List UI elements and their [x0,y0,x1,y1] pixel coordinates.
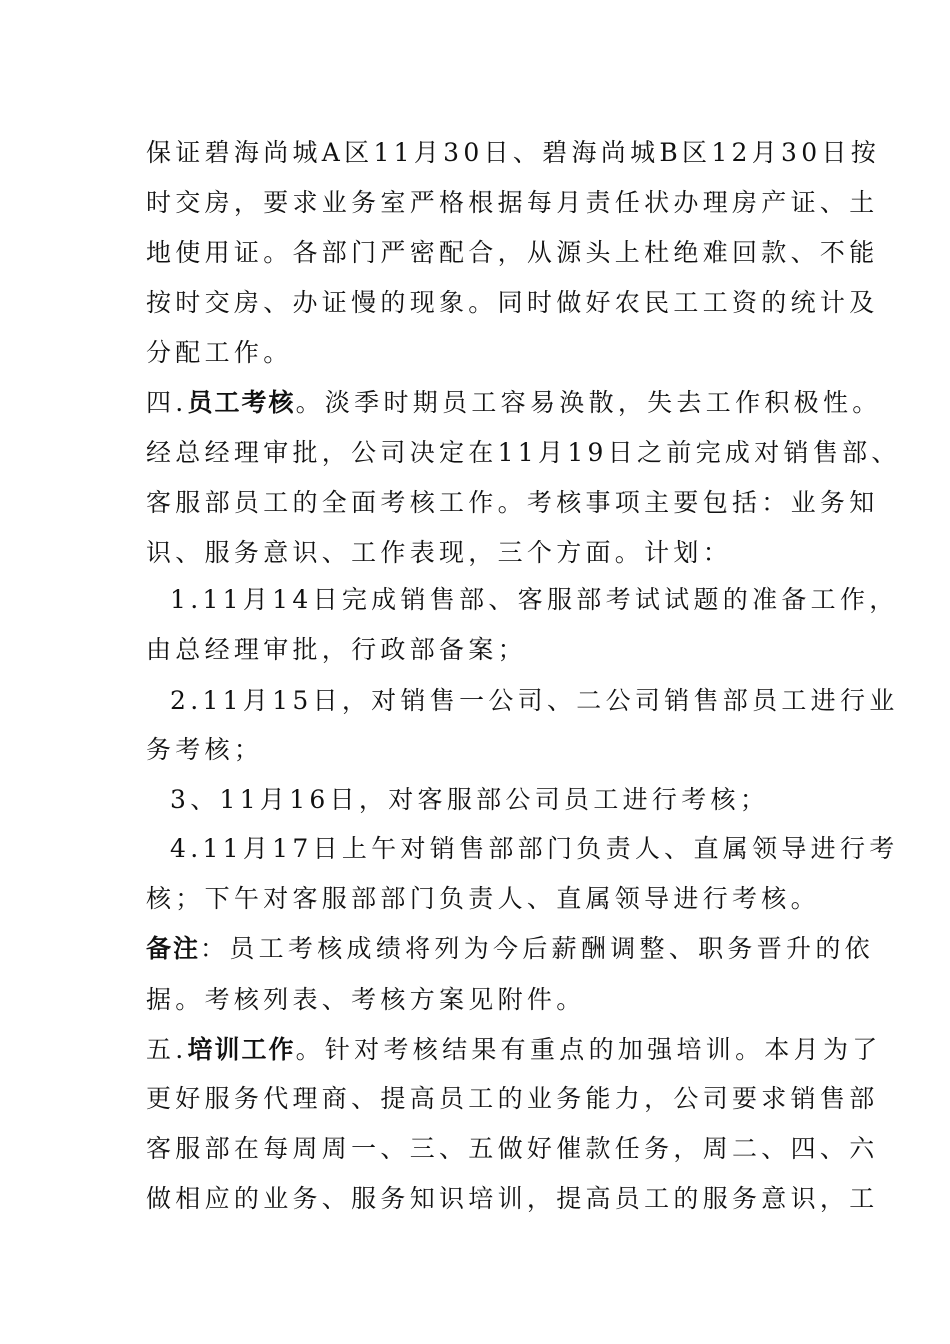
plan-item-line: 3、11月16日，对客服部公司员工进行考核； [170,785,770,814]
paragraph-line: 时交房，要求业务室严格根据每月责任状办理房产证、土 [146,188,879,217]
plan-item-line: 1.11月14日完成销售部、客服部考试试题的准备工作， [170,585,899,614]
note-label: 备注 [146,934,201,963]
section-heading: 培训工作 [187,1035,296,1064]
paragraph-line: 由总经理审批，行政部备案； [146,635,527,664]
section-text: 。针对考核结果有重点的加强培训。本月为了 [295,1035,882,1064]
note-text: ：员工考核成绩将列为今后薪酬调整、职务晋升的依 [200,934,874,963]
paragraph-line: 核；下午对客服部部门负责人、直属领导进行考核。 [146,884,820,913]
paragraph-line: 经总经理审批，公司决定在11月19日之前完成对销售部、 [146,438,901,467]
section-four-heading-line [146,388,882,418]
plan-item-line: 2.11月15日，对销售一公司、二公司销售部员工进行业 [170,686,899,715]
paragraph-line: 识、服务意识、工作表现，三个方面。计划： [146,538,733,567]
paragraph-line: 做相应的业务、服务知识培训，提高员工的服务意识，工 [146,1184,879,1213]
section-number: 四. [146,388,188,417]
paragraph-line: 按时交房、办证慢的现象。同时做好农民工工资的统计及 [146,288,879,317]
paragraph-line: 客服部员工的全面考核工作。考核事项主要包括：业务知 [146,488,879,517]
section-number: 五. [146,1035,188,1064]
paragraph-line: 分配工作。 [146,338,293,367]
plan-item-line: 4.11月17日上午对销售部部门负责人、直属领导进行考 [170,834,899,863]
note-line [146,934,874,964]
paragraph-line: 据。考核列表、考核方案见附件。 [146,985,586,1014]
paragraph-line: 保证碧海尚城A区11月30日、碧海尚城B区12月30日按 [146,138,881,167]
paragraph-line: 务考核； [146,735,264,764]
section-text: 。淡季时期员工容易涣散，失去工作积极性。 [295,388,882,417]
section-heading: 员工考核 [187,388,296,417]
paragraph-line: 客服部在每周周一、三、五做好催款任务，周二、四、六 [146,1134,879,1163]
paragraph-line: 更好服务代理商、提高员工的业务能力，公司要求销售部 [146,1084,879,1113]
paragraph-line: 地使用证。各部门严密配合，从源头上杜绝难回款、不能 [146,238,879,267]
section-five-heading-line [146,1035,882,1065]
